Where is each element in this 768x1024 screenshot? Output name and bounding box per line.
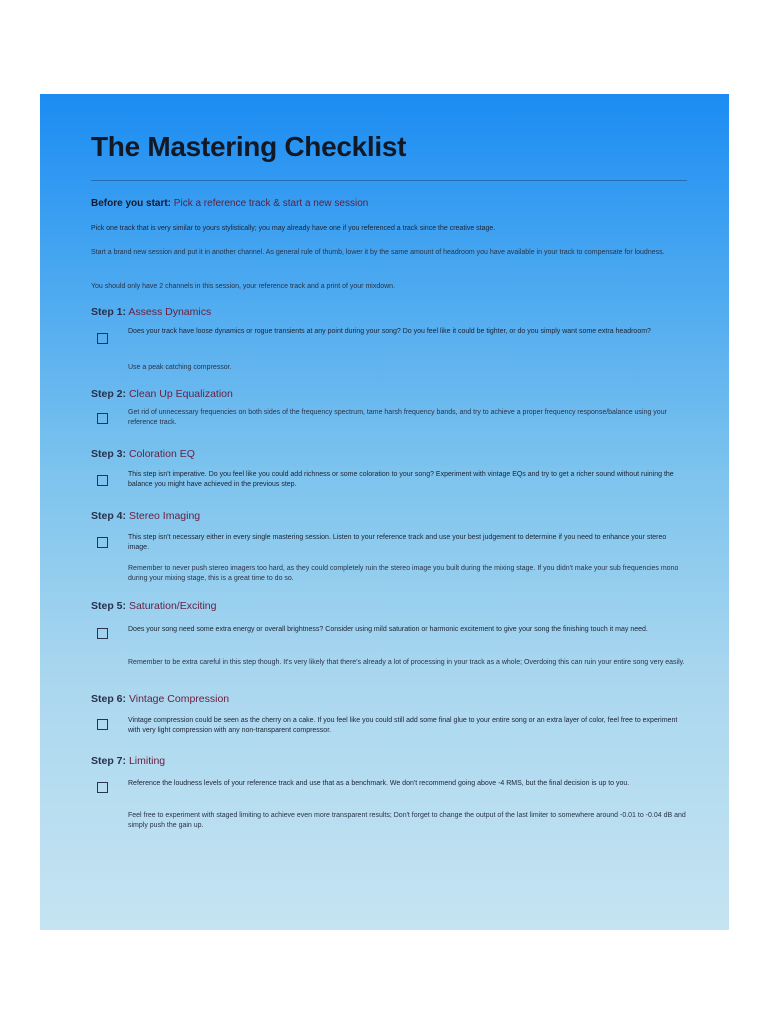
step-6-name: Vintage Compression [128,693,230,705]
step-4-heading [91,510,200,522]
step-1-text: Does your track have loose dynamics or rogue transients at any point during your song? Do you feel like it could be tighter, or do you simply want some extra headroom? [128,328,651,335]
step-3-number: Step 3: [91,448,127,460]
step-5-number: Step 5: [91,600,127,612]
step-7-name: Limiting [128,755,166,767]
intro-heading-bold: Before you start: [91,198,172,209]
step-2-number: Step 2: [91,388,127,400]
step-5-heading [91,600,217,612]
intro-heading [91,198,368,209]
step-6-number: Step 6: [91,693,127,705]
step-7-number: Step 7: [91,755,127,767]
step-1-number: Step 1: [91,306,127,318]
step-5-name: Saturation/Exciting [128,600,217,612]
step-3-name: Coloration EQ [128,448,195,460]
step-7-heading [91,755,165,767]
step-5-checkbox[interactable] [97,628,108,639]
step-4-number: Step 4: [91,510,127,522]
step-2-text: Get rid of unnecessary frequencies on both sides of the frequency spectrum, tame harsh frequency bands, and try to achieve a proper frequency response/balance using your reference track. [128,409,667,426]
step-2-name: Clean Up Equalization [128,388,233,400]
step-1-heading [91,306,211,318]
step-2-heading [91,388,233,400]
step-4-note: Remember to never push stereo imagers too hard, as they could completely ruin the stereo image you built during the mixing stage. If you didn't make your sub frequencies mono during your mixing stage, this is a great time to do so. [128,565,679,582]
step-7-text: Reference the loudness levels of your reference track and use that as a benchmark. We don't recommend going above -4 RMS, but the final decision is up to you. [128,780,630,787]
step-5-note: Remember to be extra careful in this step though. It's very likely that there's already a lot of processing in your track as a whole; Overdoing this can ruin your entire song very easily. [128,659,685,666]
step-7-checkbox[interactable] [97,782,108,793]
step-6-text: Vintage compression could be seen as the cherry on a cake. If you feel like you could still add some final glue to your entire song or an extra layer of color, feel free to experiment with very light compression with any non-transparent compressor. [128,717,678,734]
step-3-heading [91,448,195,460]
step-3-checkbox[interactable] [97,475,108,486]
checklist-document [40,94,729,930]
intro-paragraph-2: Start a brand new session and put it in another channel. As general rule of thumb, lower it by the same amount of headroom you have available in your track to compensate for loudness. [91,249,665,256]
title-divider [91,180,687,181]
step-4-text: This step isn't necessary either in every single mastering session. Listen to your reference track and use your best judgement to determine if you need to enhance your stereo image. [128,534,667,551]
step-7-note: Feel free to experiment with staged limiting to achieve even more transparent results; Don't forget to change the output of the last limiter to somewhere around -0.01 to -0.04 dB and simply push the gain up. [128,812,686,829]
intro-paragraph-3: You should only have 2 channels in this session, your reference track and a print of your mixdown. [91,283,396,290]
step-4-name: Stereo Imaging [128,510,201,522]
step-1-name: Assess Dynamics [128,306,212,318]
document-title: The Mastering Checklist [91,131,407,162]
photographed-screen [40,94,729,930]
step-6-heading [91,693,229,705]
step-3-text: This step isn't imperative. Do you feel like you could add richness or some coloration to your song? Experiment with vintage EQs and try to get a richer sound without ruining the balance you might have achieved in the previous step. [128,471,674,488]
step-2-checkbox[interactable] [97,413,108,424]
step-1-note: Use a peak catching compressor. [128,364,232,371]
step-6-checkbox[interactable] [97,719,108,730]
intro-heading-text: Pick a reference track & start a new session [173,198,369,209]
step-1-checkbox[interactable] [97,333,108,344]
intro-paragraph-1: Pick one track that is very similar to yours stylistically; you may already have one if you referenced a track since the creative stage. [91,225,496,232]
step-5-text: Does your song need some extra energy or overall brightness? Consider using mild saturation or harmonic excitement to give your song the finishing touch it may need. [128,626,648,633]
step-4-checkbox[interactable] [97,537,108,548]
